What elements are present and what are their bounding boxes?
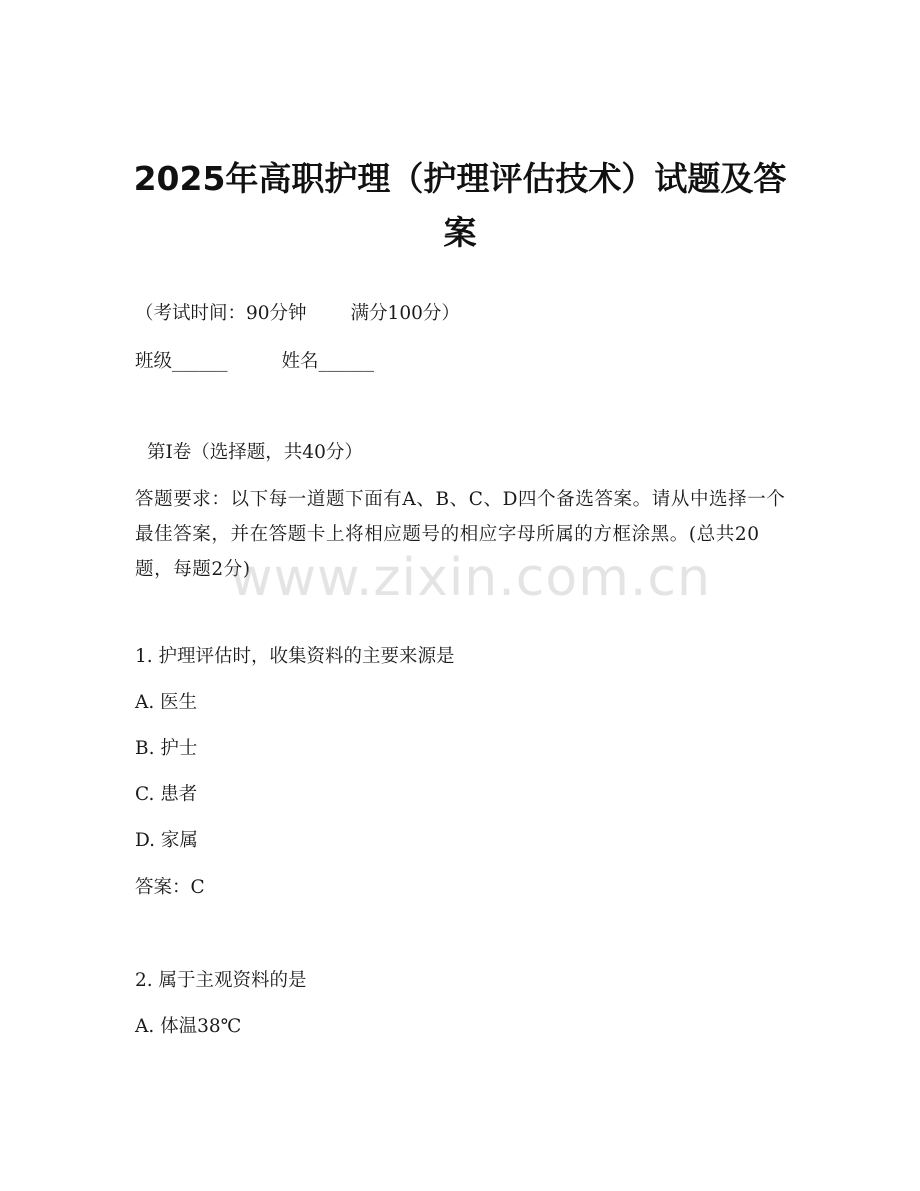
question-1-answer: 答案：C <box>135 877 205 898</box>
exam-time: （考试时间：90分钟 <box>135 303 307 324</box>
question-1-option-d: D. 家属 <box>135 830 198 851</box>
question-2-stem: 2. 属于主观资料的是 <box>135 970 307 991</box>
class-field: 班级______ <box>135 351 228 372</box>
student-info <box>135 350 374 374</box>
question-1-option-a: A. 医生 <box>135 692 198 713</box>
exam-score: 满分100分） <box>350 303 460 324</box>
name-field: 姓名______ <box>281 351 375 372</box>
instructions: 答题要求：以下每一道题下面有A、B、C、D四个备选答案。请从中选择一个最佳答案，并在答题卡上将相应题号的相应字母所属的方框涂黑。(总共20题，每题2分) <box>135 489 786 580</box>
document-title: 2025年高职护理（护理评估技术）试题及答案 <box>133 159 787 252</box>
question-1-option-c: C. 患者 <box>135 784 198 805</box>
watermark: www.zixin.com.cn <box>230 548 711 608</box>
question-2-option-a: A. 体温38℃ <box>135 1016 242 1037</box>
exam-info <box>135 302 460 326</box>
question-1-option-b: B. 护士 <box>135 738 198 759</box>
section-title: 第Ⅰ卷（选择题，共40分） <box>147 442 363 463</box>
question-1-stem: 1. 护理评估时，收集资料的主要来源是 <box>135 646 455 667</box>
